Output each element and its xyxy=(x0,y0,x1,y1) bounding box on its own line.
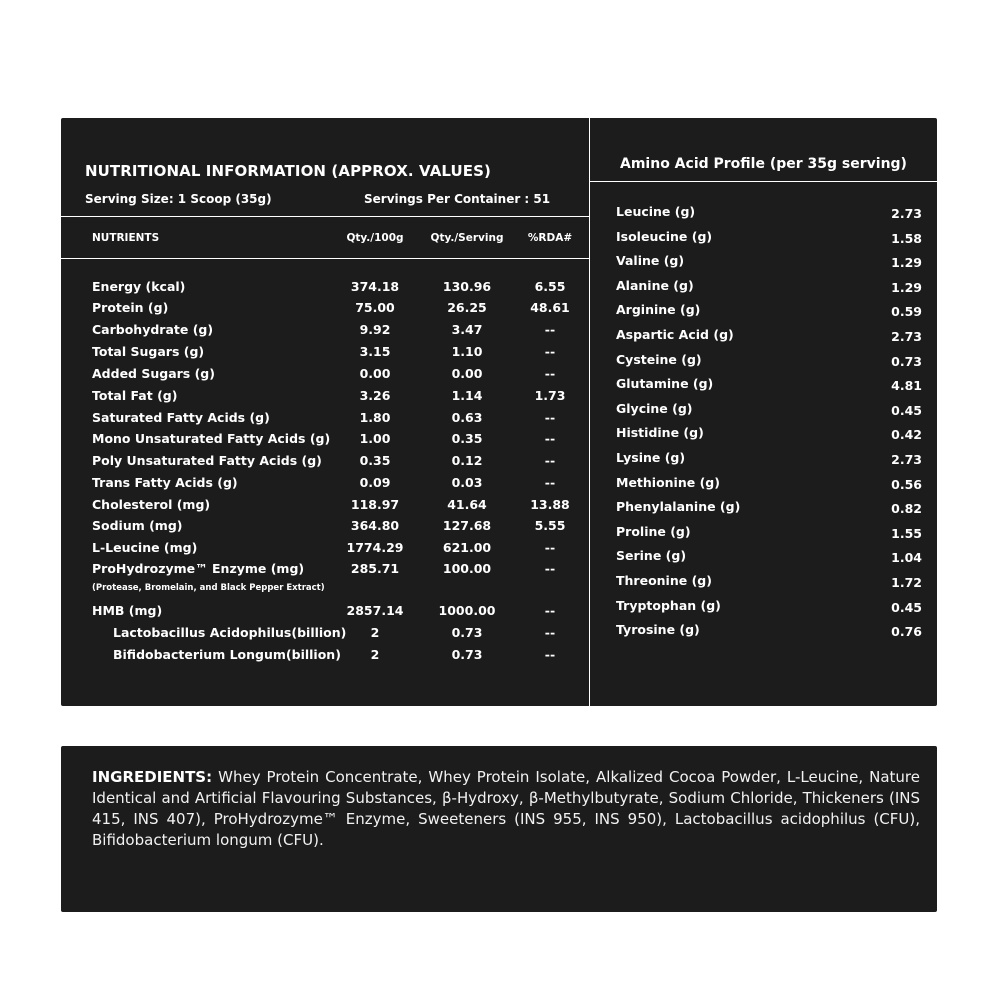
qty-per-100g: 0.00 xyxy=(359,366,391,381)
amino-row xyxy=(0,475,1000,497)
qty-per-100g: 9.92 xyxy=(359,322,391,337)
amino-row xyxy=(0,425,1000,447)
amino-title: Amino Acid Profile (per 35g serving) xyxy=(620,156,907,172)
amino-row xyxy=(0,401,1000,423)
amino-name: Tyrosine (g) xyxy=(616,622,700,638)
amino-name: Glycine (g) xyxy=(616,400,693,416)
amino-row xyxy=(0,622,1000,644)
amino-name: Histidine (g) xyxy=(616,425,704,441)
amino-name: Isoleucine (g) xyxy=(616,228,713,244)
qty-per-100g: 3.15 xyxy=(359,344,391,359)
nutrient-name: Energy (kcal) xyxy=(92,279,186,294)
rda-percent: 5.55 xyxy=(534,518,566,533)
amino-row xyxy=(0,548,1000,570)
amino-name: Leucine (g) xyxy=(616,204,696,219)
column-header-nutrients: NUTRIENTS xyxy=(92,232,160,244)
amino-row xyxy=(0,376,1000,398)
servings-per-container: Servings Per Container : 51 xyxy=(364,192,551,206)
qty-per-100g: 3.26 xyxy=(359,388,391,403)
nutrient-name: Total Sugars (g) xyxy=(92,344,205,359)
amino-row xyxy=(0,352,1000,374)
qty-per-serving: 0.12 xyxy=(451,453,483,468)
rda-percent: -- xyxy=(544,603,556,618)
amino-row xyxy=(0,499,1000,521)
qty-per-serving: 41.64 xyxy=(447,497,487,512)
qty-per-100g: 374.18 xyxy=(350,279,400,294)
ingredients-text xyxy=(92,767,920,851)
amino-name: Tryptophan (g) xyxy=(616,597,721,613)
rda-percent: -- xyxy=(544,344,556,359)
rda-percent: 1.73 xyxy=(534,388,566,403)
nutrient-name: Sodium (mg) xyxy=(92,518,183,533)
amino-name: Alanine (g) xyxy=(616,277,694,293)
rda-percent: -- xyxy=(544,410,556,425)
amino-value: 2.73 xyxy=(891,329,922,344)
amino-name: Phenylalanine (g) xyxy=(616,499,741,515)
qty-per-100g: 75.00 xyxy=(355,300,395,315)
column-header-per-100g: Qty./100g xyxy=(346,232,404,244)
qty-per-serving: 127.68 xyxy=(442,518,492,533)
qty-per-serving: 100.00 xyxy=(442,561,492,576)
qty-per-serving: 0.00 xyxy=(451,366,483,381)
qty-per-serving: 621.00 xyxy=(442,540,492,555)
qty-per-100g: 364.80 xyxy=(350,518,400,533)
amino-value: 0.56 xyxy=(891,476,922,492)
rda-percent: 48.61 xyxy=(530,300,570,315)
qty-per-serving: 3.47 xyxy=(451,322,483,337)
rda-percent: -- xyxy=(544,366,556,381)
amino-name: Threonine (g) xyxy=(616,573,712,588)
amino-name: Glutamine (g) xyxy=(616,376,714,392)
amino-value: 1.04 xyxy=(891,550,922,566)
qty-per-serving: 0.73 xyxy=(451,625,483,640)
nutrient-name: Carbohydrate (g) xyxy=(92,322,214,337)
qty-per-100g: 1.80 xyxy=(359,410,391,425)
amino-row xyxy=(0,253,1000,275)
amino-row xyxy=(0,524,1000,546)
amino-value: 1.55 xyxy=(891,525,922,541)
nutrient-name: Poly Unsaturated Fatty Acids (g) xyxy=(92,453,322,468)
amino-name: Cysteine (g) xyxy=(616,351,702,367)
amino-name: Serine (g) xyxy=(616,548,687,564)
amino-name: Methionine (g) xyxy=(616,474,720,490)
nutrient-name: Protein (g) xyxy=(92,300,169,315)
qty-per-100g: 2857.14 xyxy=(346,603,404,618)
amino-value: 1.58 xyxy=(891,230,922,246)
column-header-rda: %RDA# xyxy=(527,232,573,244)
qty-per-100g: 1.00 xyxy=(359,431,391,446)
nutrition-row xyxy=(0,647,1000,669)
column-header-per-serving: Qty./Serving xyxy=(430,232,504,244)
enzyme-note: (Protease, Bromelain, and Black Pepper Extract) xyxy=(92,583,325,593)
amino-value: 0.73 xyxy=(891,353,922,369)
qty-per-100g: 0.09 xyxy=(359,475,391,490)
amino-row xyxy=(0,229,1000,251)
qty-per-serving: 26.25 xyxy=(447,300,487,315)
qty-per-100g: 2 xyxy=(370,625,380,640)
amino-name: Valine (g) xyxy=(616,253,685,269)
nutrient-name: Saturated Fatty Acids (g) xyxy=(92,410,270,425)
qty-per-100g: 285.71 xyxy=(350,561,400,576)
nutrient-name: Total Fat (g) xyxy=(92,388,178,403)
nutrient-name: Lactobacillus Acidophilus(billion) xyxy=(113,625,347,640)
rda-percent: -- xyxy=(544,453,556,468)
ingredients-body: Whey Protein Concentrate, Whey Protein Isolate, Alkalized Cocoa Powder, L-Leucine, Nature Identical and Artificial Flavouring Substances, β-Hydroxy, β-Methylbutyrate, Sodium Chloride, Thickeners (INS 415, INS 407), ProHydrozyme™ Enzyme, Sweeteners (INS 955, INS 950), Lactobacillus acidophilus (CFU), Bifidobacterium longum (CFU). xyxy=(92,768,920,849)
amino-value: 2.73 xyxy=(891,206,922,221)
amino-row xyxy=(0,450,1000,472)
qty-per-serving: 0.63 xyxy=(451,410,483,425)
nutrient-name: HMB (mg) xyxy=(92,603,163,618)
rda-percent: -- xyxy=(544,322,556,337)
nutrient-name: Bifidobacterium Longum(billion) xyxy=(113,647,341,662)
nutrient-name: L-Leucine (mg) xyxy=(92,540,198,555)
amino-name: Lysine (g) xyxy=(616,450,686,465)
qty-per-serving: 1000.00 xyxy=(438,603,496,618)
amino-value: 1.72 xyxy=(891,575,922,590)
qty-per-serving: 130.96 xyxy=(442,279,492,294)
amino-name: Aspartic Acid (g) xyxy=(616,327,734,342)
qty-per-100g: 2 xyxy=(370,647,380,662)
rda-percent: -- xyxy=(544,431,556,446)
amino-row xyxy=(0,598,1000,620)
rda-percent: 6.55 xyxy=(534,279,566,294)
rda-percent: -- xyxy=(544,540,556,555)
rda-percent: -- xyxy=(544,647,556,662)
rda-percent: -- xyxy=(544,561,556,576)
amino-row xyxy=(0,302,1000,324)
amino-row xyxy=(0,204,1000,226)
nutrition-title: NUTRITIONAL INFORMATION (APPROX. VALUES) xyxy=(85,162,492,180)
rda-percent: -- xyxy=(544,625,556,640)
amino-row xyxy=(0,327,1000,349)
qty-per-100g: 1774.29 xyxy=(346,540,404,555)
nutrient-name: Cholesterol (mg) xyxy=(92,497,211,512)
rda-percent: -- xyxy=(544,475,556,490)
qty-per-serving: 0.03 xyxy=(451,475,483,490)
serving-size: Serving Size: 1 Scoop (35g) xyxy=(85,192,272,206)
nutrient-name: ProHydrozyme™ Enzyme (mg) xyxy=(92,561,305,576)
amino-value: 2.73 xyxy=(891,452,922,467)
rda-percent: 13.88 xyxy=(530,497,570,512)
amino-value: 0.42 xyxy=(891,427,922,443)
amino-name: Arginine (g) xyxy=(616,302,701,318)
qty-per-serving: 1.10 xyxy=(451,344,483,359)
amino-row xyxy=(0,573,1000,595)
nutrient-name: Added Sugars (g) xyxy=(92,366,215,381)
amino-title-divider xyxy=(590,181,937,182)
qty-per-serving: 1.14 xyxy=(451,388,483,403)
amino-value: 0.76 xyxy=(891,624,922,640)
qty-per-serving: 0.73 xyxy=(451,647,483,662)
amino-value: 0.45 xyxy=(891,402,922,418)
nutrient-name: Trans Fatty Acids (g) xyxy=(92,475,238,490)
amino-value: 0.82 xyxy=(891,501,922,517)
amino-value: 1.29 xyxy=(891,255,922,271)
qty-per-serving: 0.35 xyxy=(451,431,483,446)
qty-per-100g: 0.35 xyxy=(359,453,391,468)
amino-row xyxy=(0,278,1000,300)
amino-name: Proline (g) xyxy=(616,523,691,539)
nutrient-name: Mono Unsaturated Fatty Acids (g) xyxy=(92,431,331,446)
amino-value: 1.29 xyxy=(891,279,922,295)
amino-value: 4.81 xyxy=(891,378,922,394)
qty-per-100g: 118.97 xyxy=(350,497,400,512)
amino-value: 0.45 xyxy=(891,599,922,615)
amino-value: 0.59 xyxy=(891,304,922,320)
ingredients-label: INGREDIENTS: xyxy=(92,768,213,786)
